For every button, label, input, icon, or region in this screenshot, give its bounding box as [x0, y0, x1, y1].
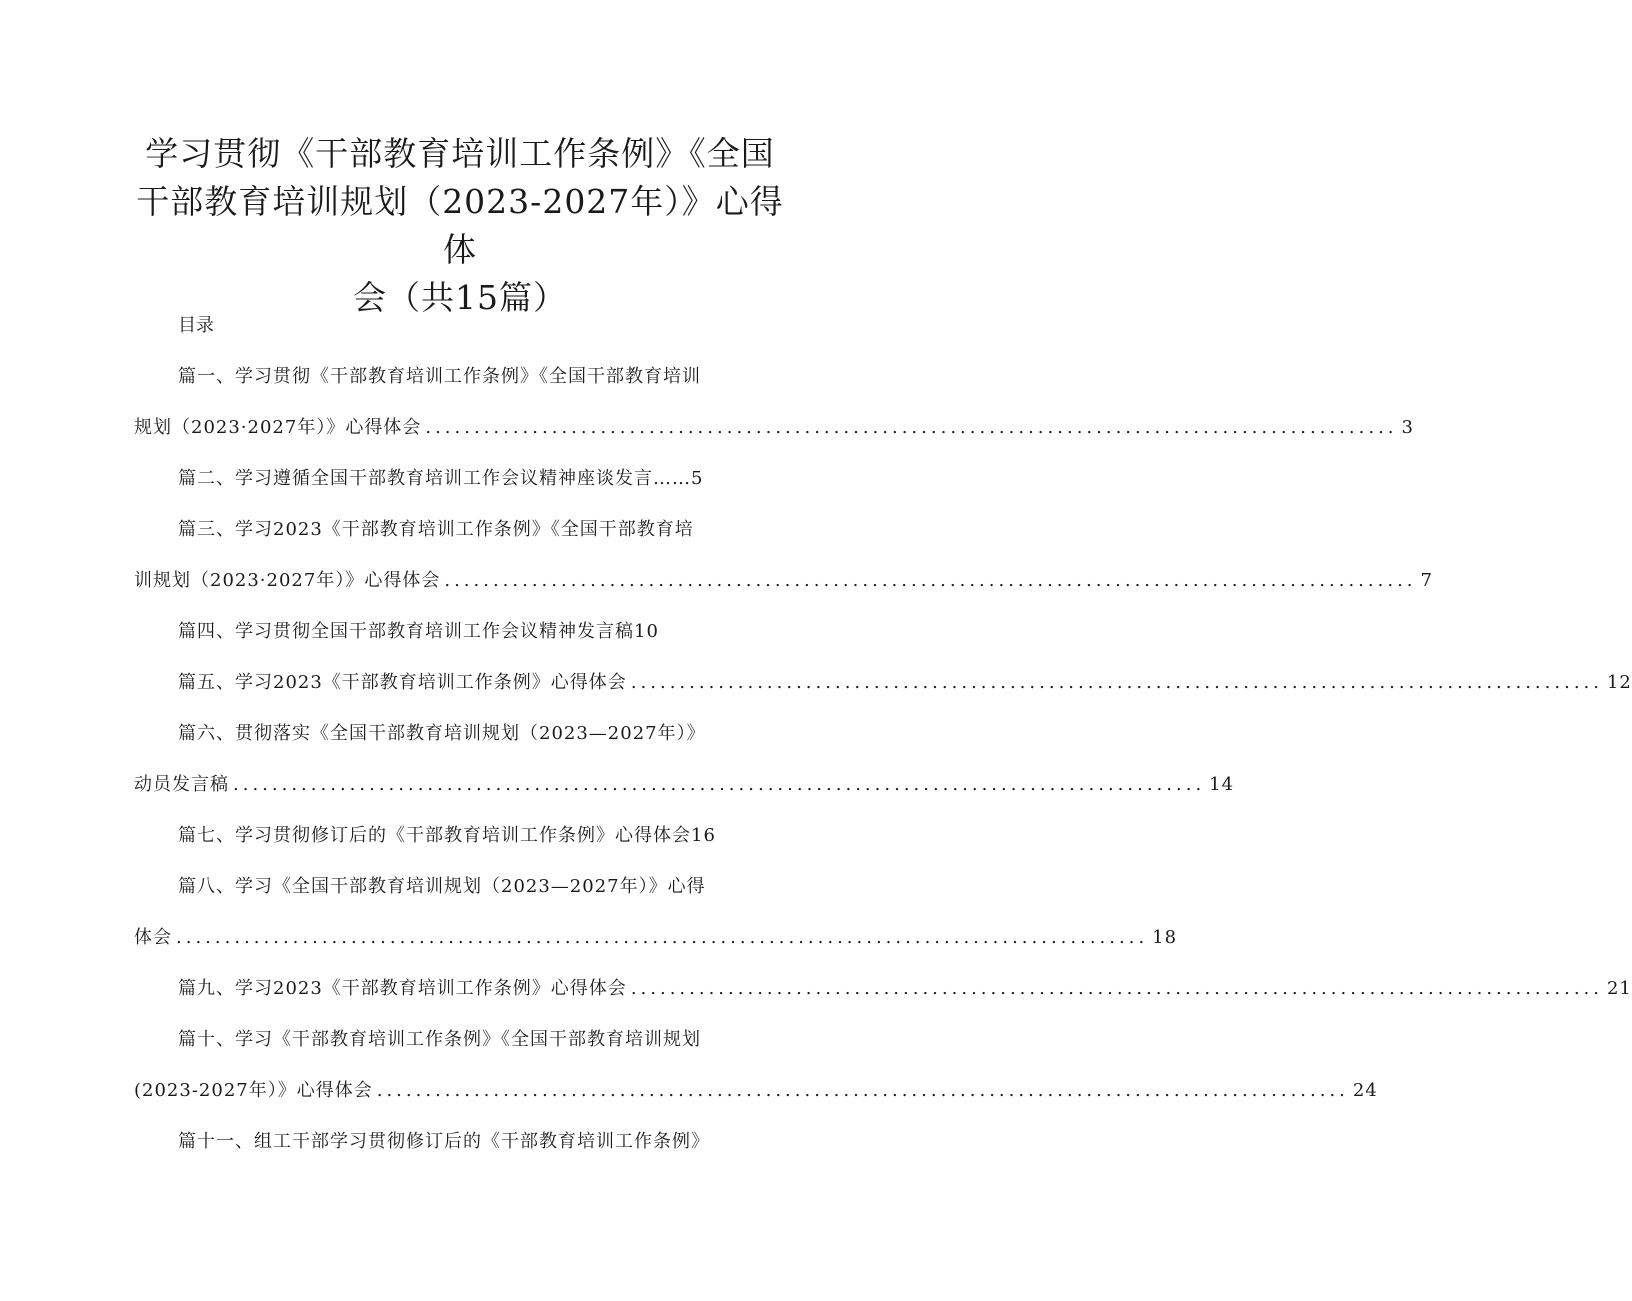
toc-entry-text: 动员发言稿	[134, 774, 229, 795]
toc-entry-5[interactable]	[178, 670, 1632, 696]
dot-leader: ....................................................................................................	[425, 417, 1398, 438]
toc-entry-1-line-2[interactable]	[134, 415, 1414, 441]
dot-leader: ....................................................................................................	[630, 672, 1603, 693]
toc-entry-10-line-2[interactable]	[134, 1078, 1378, 1104]
toc-entry-10-line-1[interactable]: 篇十、学习《干部教育培训工作条例》《全国干部教育培训规划	[178, 1029, 701, 1050]
toc-entry-text: 篇五、学习2023《干部教育培训工作条例》心得体会	[178, 672, 627, 693]
toc-page-number: 18	[1152, 927, 1178, 948]
toc-entry-7[interactable]: 篇七、学习贯彻修订后的《干部教育培训工作条例》心得体会16	[178, 825, 716, 846]
toc-entry-3-line-2[interactable]	[134, 568, 1433, 594]
toc-entry-1-line-1[interactable]: 篇一、学习贯彻《干部教育培训工作条例》《全国干部教育培训	[178, 366, 701, 387]
toc-heading: 目录	[178, 315, 214, 336]
toc-page-number: 7	[1420, 570, 1433, 591]
toc-entry-4[interactable]: 篇四、学习贯彻全国干部教育培训工作会议精神发言稿10	[178, 621, 659, 642]
toc-entry-6-line-2[interactable]	[134, 772, 1235, 798]
toc-entry-9[interactable]	[178, 976, 1632, 1002]
toc-entry-8-line-2[interactable]	[134, 925, 1178, 951]
title-line-3: 会（共15篇）	[353, 278, 567, 317]
toc-entry-text: 规划（2023·2027年）》心得体会	[134, 417, 422, 438]
toc-entry-11-line-1[interactable]: 篇十一、组工干部学习贯彻修订后的《干部教育培训工作条例》	[178, 1131, 710, 1152]
title-line-1: 学习贯彻《干部教育培训工作条例》《全国	[145, 134, 775, 173]
toc-entry-text: (2023-2027年）》心得体会	[134, 1080, 373, 1101]
toc-entry-text: 训规划（2023·2027年）》心得体会	[134, 570, 441, 591]
toc-entry-8-line-1[interactable]: 篇八、学习《全国干部教育培训规划（2023—2027年）》心得	[178, 876, 706, 897]
title-line-2: 干部教育培训规划（2023-2027年）》心得体	[136, 182, 784, 269]
toc-entry-text: 体会	[134, 927, 172, 948]
toc-entry-text: 篇九、学习2023《干部教育培训工作条例》心得体会	[178, 978, 627, 999]
dot-leader: ....................................................................................................	[176, 927, 1149, 948]
toc-page-number: 24	[1352, 1080, 1378, 1101]
toc-entry-2[interactable]: 篇二、学习遵循全国干部教育培训工作会议精神座谈发言……5	[178, 468, 704, 489]
dot-leader: ....................................................................................................	[376, 1080, 1349, 1101]
toc-page-number: 21	[1606, 978, 1632, 999]
dot-leader: ....................................................................................................	[444, 570, 1417, 591]
toc-page-number: 14	[1209, 774, 1235, 795]
toc-entry-6-line-1[interactable]: 篇六、贯彻落实《全国干部教育培训规划（2023—2027年）》	[178, 723, 706, 744]
toc-entry-3-line-1[interactable]: 篇三、学习2023《干部教育培训工作条例》《全国干部教育培	[178, 519, 694, 540]
dot-leader: ....................................................................................................	[233, 774, 1206, 795]
toc-page-number: 12	[1606, 672, 1632, 693]
dot-leader: ....................................................................................................	[630, 978, 1603, 999]
toc-page-number: 3	[1401, 417, 1414, 438]
document-title	[120, 130, 800, 322]
